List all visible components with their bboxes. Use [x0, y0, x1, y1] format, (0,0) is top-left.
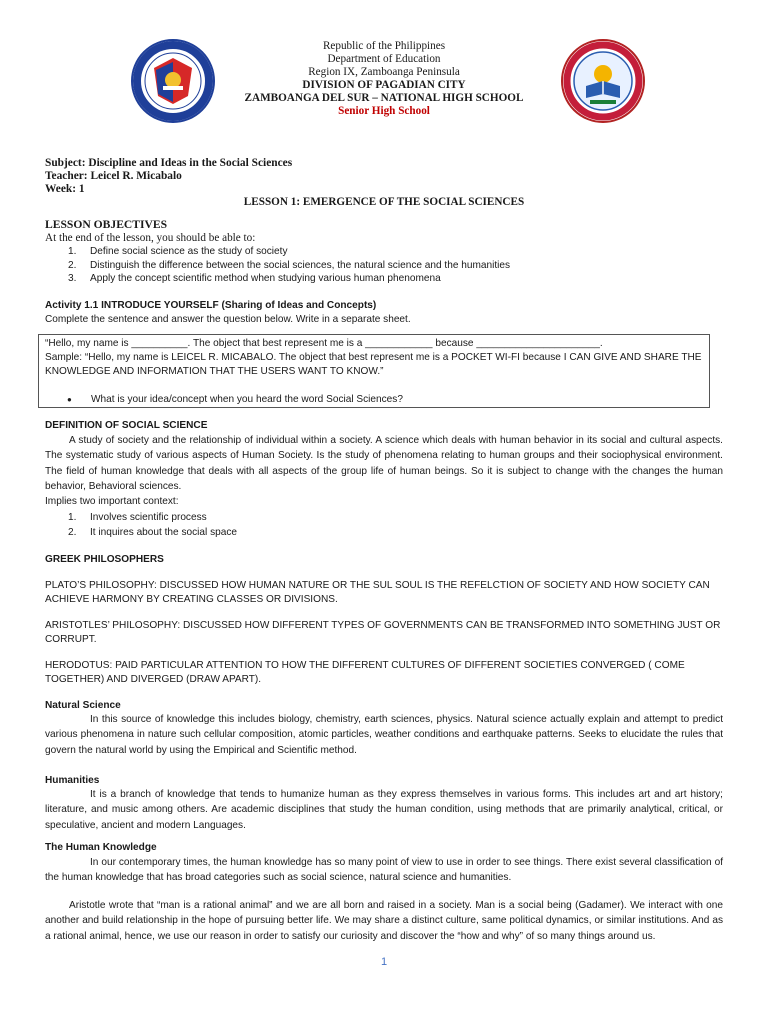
header-republic: Republic of the Philippines — [322, 40, 446, 52]
definition-list — [45, 510, 723, 541]
humanities-heading: Humanities — [45, 775, 100, 786]
definition-item: 2. It inquires about the social space — [68, 527, 238, 539]
header-region: Region IX, Zamboanga Peninsula — [308, 66, 460, 78]
plato-paragraph: PLATO’S PHILOSOPHY: DISCUSSED HOW HUMAN NATURE OR THE SUL SOUL IS THE REFELCTION OF SOCIETY AND HOW SOCIETY CAN ACHIEVE HARMONY BY CREATING CLASSES OR DIVISIONS. — [45, 580, 710, 605]
definition-paragraph: A study of society and the relationship of individual within a society. A science which deals with human behavior in its social and cultural aspects. The systematic study of various aspects of Human Society. Is the study of phenomena relating to human groups and their sociophysical environment. The field of human knowledge that deals with all aspects of the group life of human beings. So it is subject to change with the changes the human behavior, Behavioral sciences. — [45, 435, 723, 492]
definition-implies: Implies two important context: — [45, 496, 179, 507]
activity-box-sample: Sample: “Hello, my name is LEICEL R. MICABALO. The object that best represent me is a POCKET WI-FI because I CAN GIVE AND SHARE THE KNOWLEDGE AND INFORMATION THAT THE USERS WANT TO KNOW.” — [45, 352, 702, 377]
header-school: ZAMBOANGA DEL SUR – NATIONAL HIGH SCHOOL — [244, 92, 524, 104]
activity-instruction: Complete the sentence and answer the question below. Write in a separate sheet. — [45, 314, 411, 325]
objectives-list — [45, 245, 723, 286]
objective-item: 2. Distinguish the difference between the social sciences, the natural science and the humanities — [68, 259, 511, 271]
objective-item: 3. Apply the concept scientific method when studying various human phenomena — [68, 273, 441, 284]
lesson-title: LESSON 1: EMERGENCE OF THE SOCIAL SCIENCES — [243, 196, 525, 208]
definition-heading: DEFINITION OF SOCIAL SCIENCE — [45, 420, 208, 431]
human-knowledge-paragraph-1: In our contemporary times, the human knowledge has so many point of view to use in order to see things. There exist several classification of the human knowledge that has broad categories such as social science, natural science and humanities. — [45, 857, 723, 884]
herodotus-paragraph: HERODOTUS: PAID PARTICULAR ATTENTION TO HOW THE DIFFERENT CULTURES OF DIFFERENT SOCIETIES CONVERGED ( COME TOGETHER) AND DIVERGED (DRAW APART). — [45, 660, 685, 685]
natural-science-paragraph: In this source of knowledge this includes biology, chemistry, earth sciences, physics. Natural science actually explain and attempt to predict various phenomena in nature such cellular composition, atomic particles, weather conditions and earthquake patterns. Seeks to elucidate the rules that govern the natural world by using the Empirical and Scientific method. — [45, 714, 723, 756]
objectives-heading: LESSON OBJECTIVES — [45, 218, 168, 231]
subject-line: Subject: Discipline and Ideas in the Social Sciences — [45, 157, 293, 169]
teacher-line: Teacher: Leicel R. Micabalo — [45, 170, 182, 182]
aristotle-paragraph: ARISTOTLES’ PHILOSOPHY: DISCUSSED HOW DIFFERENT TYPES OF GOVERNMENTS CAN BE TRANSFORMED INTO SOMETHING JUST OR CORRUPT. — [45, 620, 721, 645]
humanities-paragraph: It is a branch of knowledge that tends to humanize human as they express themselves in various forms. This includes art and art history; literature, and music among others. Are academic disciplines that study the human condition, using methods that are primarily analytical, critical, or speculative, ancient and modern Languages. — [45, 789, 723, 831]
page-number: 1 — [380, 956, 388, 968]
week-line: Week: 1 — [45, 183, 85, 195]
objectives-intro: At the end of the lesson, you should be able to: — [45, 232, 256, 244]
natural-science-heading: Natural Science — [45, 700, 121, 711]
greek-heading: GREEK PHILOSOPHERS — [45, 554, 164, 565]
objective-item: 1. Define social science as the study of society — [68, 246, 288, 257]
activity-question: What is your idea/concept when you heard the word Social Sciences? — [91, 394, 403, 405]
activity-box-line1: “Hello, my name is __________. The object that best represent me is a ____________ because ______________________. — [45, 338, 603, 349]
header-division: DIVISION OF PAGADIAN CITY — [302, 79, 466, 91]
human-knowledge-paragraph-2: Aristotle wrote that “man is a rational animal” and we are all born and raised in a society. Man is a social being (Gadamer). We interact with one another and build relationship in the hope of pursuing better life. We may share a distinct culture, same political dynamics, or similar institutions. And as a rational animal, hence, we use our reason in order to satisfy our curiosity and discover the “how and why” of so many things around us. — [45, 900, 723, 942]
bullet-icon: ● — [67, 395, 72, 404]
definition-item: 1. Involves scientific process — [68, 512, 207, 523]
header-senior-high: Senior High School — [338, 105, 430, 117]
activity-heading: Activity 1.1 INTRODUCE YOURSELF (Sharing of Ideas and Concepts) — [45, 300, 377, 311]
human-knowledge-heading: The Human Knowledge — [45, 842, 157, 853]
header-department: Department of Education — [327, 53, 441, 65]
